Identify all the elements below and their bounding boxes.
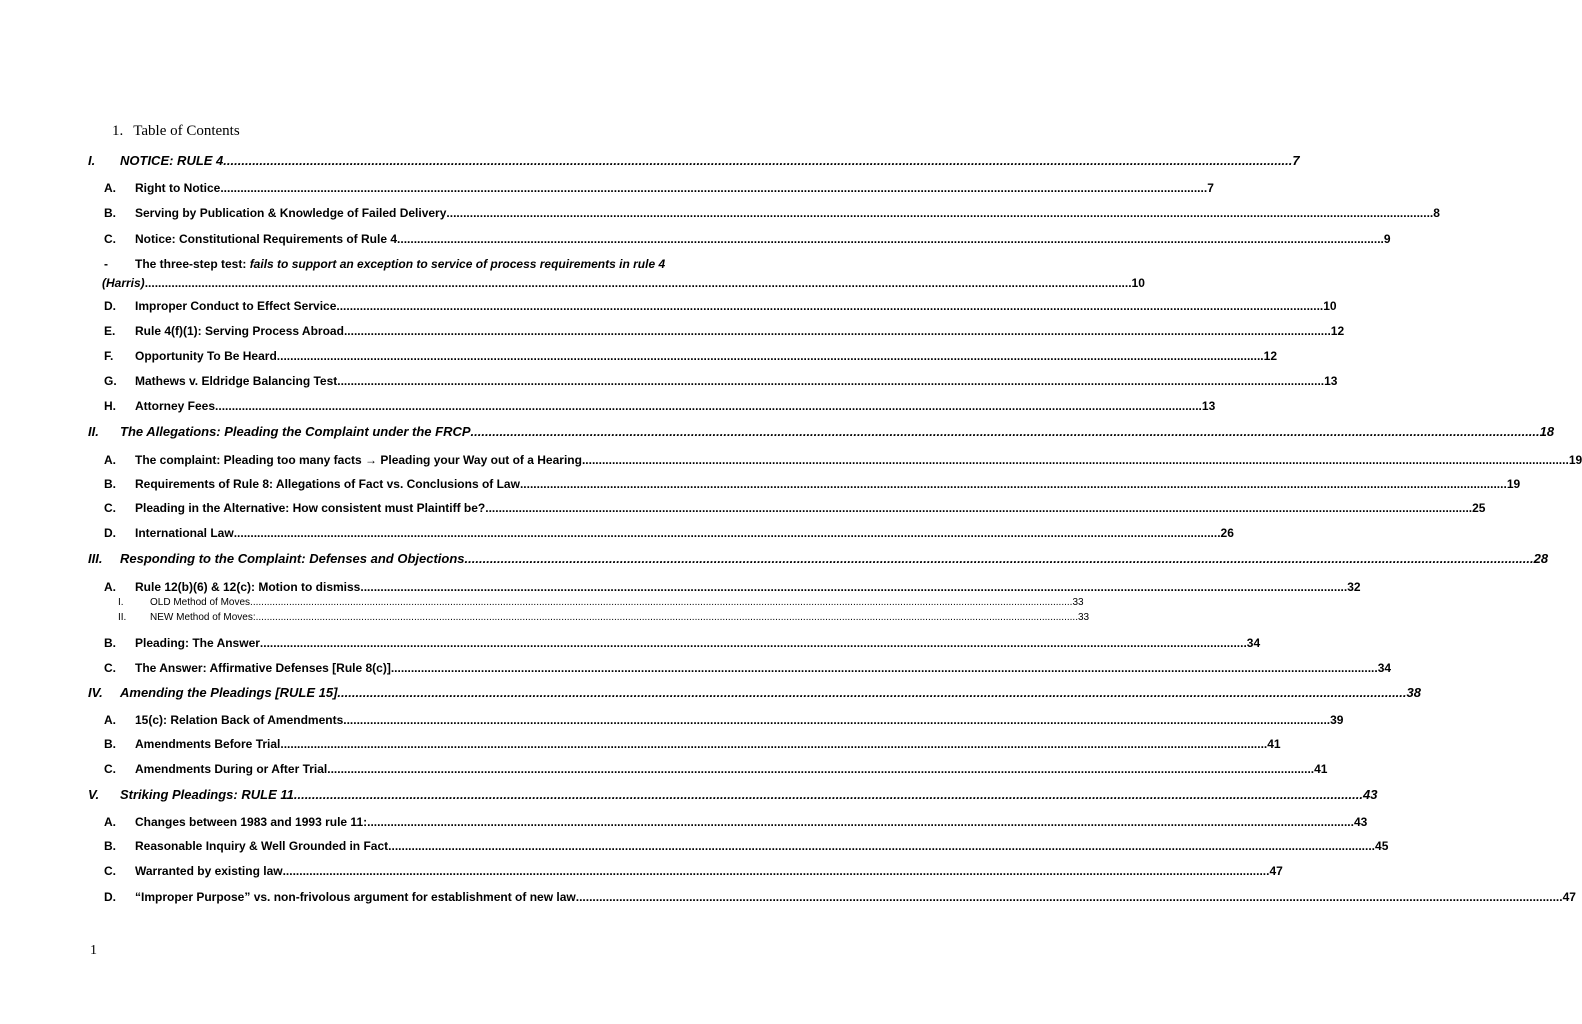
toc-entry-marker: V.	[88, 787, 100, 802]
toc-entry-level-2[interactable]	[104, 297, 1337, 315]
toc-entry-leader	[391, 659, 1378, 677]
toc-entry-level-2[interactable]	[104, 347, 1277, 365]
toc-entry-page: 13	[1324, 374, 1338, 388]
toc-entry-leader	[280, 735, 1267, 753]
toc-entry-level-2[interactable]	[104, 524, 1234, 542]
toc-entry-page: 12	[1330, 324, 1345, 338]
toc-entry-emphasis: fails to support an exception to service of process requirements in rule 4	[249, 257, 666, 271]
toc-entry-marker: H.	[104, 399, 116, 413]
toc-entry-leader	[336, 297, 1323, 315]
toc-entry-title: Improper Conduct to Effect Service	[135, 299, 337, 313]
toc-entry-level-2[interactable]	[104, 837, 1389, 855]
toc-entry-title: Amending the Pleadings [RULE 15]	[120, 685, 338, 700]
toc-entry-page: 25	[1472, 501, 1486, 515]
toc-entry-page: 39	[1330, 713, 1344, 727]
toc-entry-leader	[520, 475, 1507, 493]
toc-entry-level-2[interactable]	[104, 735, 1281, 753]
toc-entry-level-2[interactable]	[104, 451, 1582, 469]
toc-entry-page: 10	[1323, 299, 1337, 313]
toc-entry-marker: III.	[88, 551, 103, 566]
toc-entry-page: 41	[1267, 737, 1281, 751]
toc-entry-level-2[interactable]	[104, 179, 1214, 197]
toc-entry-leader	[260, 634, 1247, 652]
toc-entry-marker: IV.	[88, 685, 103, 700]
toc-entry-marker: B.	[104, 737, 116, 751]
toc-entry-title: Mathews v. Eldridge Balancing Test	[135, 374, 338, 388]
toc-entry-marker: I.	[118, 597, 124, 608]
toc-entry-leader	[367, 813, 1354, 831]
toc-entry-leader	[343, 711, 1330, 729]
toc-entry-marker: D.	[104, 526, 116, 540]
toc-entry-title: Opportunity To Be Heard	[135, 349, 277, 363]
toc-entry-page: 26	[1220, 526, 1234, 540]
toc-entry-page: 34	[1377, 661, 1392, 675]
toc-entry-leader	[344, 322, 1331, 340]
toc-entry-marker: C.	[104, 232, 116, 246]
toc-entry-leader	[397, 230, 1384, 248]
toc-heading-text: Table of Contents	[133, 123, 240, 139]
toc-entry-leader	[485, 499, 1472, 517]
toc-entry-marker: E.	[104, 324, 116, 338]
toc-entry-leader	[220, 179, 1207, 197]
toc-entry-leader	[465, 550, 1534, 568]
toc-entry-leader	[582, 451, 1569, 469]
toc-entry-title: Amendments During or After Trial	[135, 762, 328, 776]
toc-entry-marker: G.	[104, 374, 117, 388]
toc-entry-page: 33	[1077, 612, 1090, 623]
toc-entry-marker: A.	[104, 453, 116, 467]
toc-entry-level-2[interactable]	[104, 372, 1338, 390]
toc-entry-marker: A.	[104, 713, 116, 727]
toc-entry[interactable]	[102, 255, 1145, 293]
toc-entry-level-1[interactable]	[88, 152, 1300, 170]
toc-entry-leader	[576, 888, 1563, 906]
toc-entry-page: 32	[1347, 580, 1361, 594]
toc-entry-level-2[interactable]	[104, 204, 1440, 222]
toc-entry-level-1[interactable]	[88, 423, 1555, 441]
toc-entry-page: 41	[1314, 762, 1328, 776]
toc-entry-level-3[interactable]	[118, 596, 1084, 610]
toc-entry-level-2[interactable]	[104, 813, 1368, 831]
toc-entry-title: Responding to the Complaint: Defenses and Objections	[120, 551, 465, 566]
toc-entry-level-3[interactable]	[118, 611, 1090, 625]
toc-entry-page: 34	[1246, 636, 1261, 650]
toc-entry-leader	[360, 578, 1347, 596]
toc-entry-title: Notice: Constitutional Requirements of Rule 4	[135, 232, 398, 246]
toc-entry-level-2[interactable]	[104, 659, 1392, 677]
toc-entry-marker: II.	[118, 612, 127, 623]
toc-entry-marker: A.	[104, 815, 116, 829]
toc-entry-page: 7	[1292, 153, 1300, 168]
toc-entry-level-2[interactable]	[104, 475, 1521, 493]
toc-entry-title: Attorney Fees	[135, 399, 216, 413]
toc-entry-page: 19	[1506, 477, 1521, 491]
toc-entry-marker: C.	[104, 762, 116, 776]
toc-entry-marker: F.	[104, 349, 114, 363]
toc-entry-page: 33	[1072, 597, 1084, 608]
toc-entry-level-1[interactable]	[88, 550, 1549, 568]
toc-entry-leader	[283, 862, 1270, 880]
toc-entry-level-2[interactable]	[104, 230, 1391, 248]
toc-entry-level-1[interactable]	[88, 684, 1421, 702]
toc-entry-title: The three-step test:	[135, 257, 250, 271]
toc-entry-title: Pleading: The Answer	[135, 636, 260, 650]
toc-entry-title: Right to Notice	[135, 181, 221, 195]
toc-entry-page: 38	[1406, 685, 1421, 700]
toc-entry-title: Amendments Before Trial	[135, 737, 281, 751]
toc-entry-title: “Improper Purpose” vs. non-frivolous argument for establishment of new law	[135, 890, 576, 904]
toc-entry-title: The Allegations: Pleading the Complaint under the FRCP	[120, 424, 471, 439]
toc-entry-leader	[294, 786, 1363, 804]
toc-entry-marker: D.	[104, 890, 116, 904]
toc-entry-marker: C.	[104, 501, 116, 515]
toc-entry-leader	[256, 611, 1078, 625]
toc-entry-marker: C.	[104, 864, 116, 878]
toc-entry-marker: D.	[104, 299, 116, 313]
toc-entry-page: 43	[1362, 787, 1378, 802]
toc-entry-marker: B.	[104, 206, 116, 220]
toc-entry-page: 9	[1383, 232, 1391, 246]
toc-entry-leader	[234, 524, 1221, 542]
toc-entry-marker: -	[104, 257, 108, 271]
toc-entry-title: Striking Pleadings: RULE 11	[120, 787, 294, 802]
toc-entry-marker: A.	[104, 580, 116, 594]
toc-entry-title: The complaint: Pleading too many facts → Pleading your Way out of a Hearing	[135, 453, 582, 467]
toc-entry-title: Reasonable Inquiry & Well Grounded in Fact	[135, 839, 389, 853]
toc-entry-title: Warranted by existing law	[135, 864, 283, 878]
toc-entry-level-2[interactable]	[104, 711, 1344, 729]
toc-entry-level-2[interactable]	[104, 760, 1328, 778]
toc-entry-title: NEW Method of Moves:	[150, 612, 256, 623]
toc-entry-leader	[337, 684, 1406, 702]
toc-entry-page: 10	[1131, 276, 1145, 290]
toc-entry-level-2[interactable]	[104, 397, 1216, 415]
toc-entry-page: 8	[1433, 206, 1440, 220]
toc-entry-marker: B.	[104, 477, 116, 491]
toc-entry-leader	[145, 274, 1132, 293]
toc-entry-level-2[interactable]	[104, 578, 1361, 596]
toc-entry-page: 43	[1353, 815, 1368, 829]
toc-entry-leader	[337, 372, 1324, 390]
toc-heading-number: 1.	[112, 123, 124, 139]
toc-entry-leader	[446, 204, 1433, 222]
toc-entry-title: Requirements of Rule 8: Allegations of Fact vs. Conclusions of Law	[135, 477, 520, 491]
toc-heading	[112, 123, 240, 140]
page-number: 1	[90, 943, 97, 958]
toc-entry-level-2[interactable]	[104, 634, 1261, 652]
toc-entry-leader	[215, 397, 1202, 415]
toc-entry-leader	[327, 760, 1314, 778]
toc-entry-page: 47	[1562, 890, 1576, 904]
toc-entry-page: 19	[1568, 453, 1582, 467]
toc-entry-page: 47	[1269, 864, 1283, 878]
toc-entry-title: The Answer: Affirmative Defenses [Rule 8(c)]	[135, 661, 391, 675]
toc-entry-level-2[interactable]	[104, 862, 1283, 880]
toc-entry-page: 12	[1263, 349, 1277, 363]
toc-entry-leader	[223, 152, 1292, 170]
toc-entry-marker: II.	[88, 424, 99, 439]
toc-entry-title: Rule 4(f)(1): Serving Process Abroad	[135, 324, 344, 338]
toc-entry-leader	[388, 837, 1375, 855]
toc-entry-marker: I.	[88, 153, 96, 168]
toc-entry-marker: C.	[104, 661, 116, 675]
toc-entry-marker: A.	[104, 181, 116, 195]
toc-entry-title: 15(c): Relation Back of Amendments	[135, 713, 344, 727]
toc-entry-title: Serving by Publication & Knowledge of Failed Delivery	[135, 206, 447, 220]
toc-entry-marker: B.	[104, 839, 116, 853]
toc-entry-title-continued: (Harris)	[102, 276, 145, 290]
toc-entry-page: 28	[1533, 551, 1549, 566]
toc-entry-level-2[interactable]	[104, 322, 1345, 340]
toc-entry-title: Changes between 1983 and 1993 rule 11:	[135, 815, 368, 829]
toc-entry-title: Pleading in the Alternative: How consistent must Plaintiff be?	[135, 501, 486, 515]
toc-entry-title: International Law	[135, 526, 234, 540]
toc-entry-leader	[471, 423, 1540, 441]
toc-entry-title: Rule 12(b)(6) & 12(c): Motion to dismiss	[135, 580, 361, 594]
toc-entry-marker: B.	[104, 636, 116, 650]
toc-entry-title: OLD Method of Moves	[150, 597, 251, 608]
toc-entry-leader	[277, 347, 1264, 365]
toc-entry-title: NOTICE: RULE 4	[120, 153, 224, 168]
toc-entry-level-2[interactable]	[104, 888, 1576, 906]
toc-entry-page: 13	[1201, 399, 1216, 413]
toc-entry-level-1[interactable]	[88, 786, 1378, 804]
toc-entry-level-2[interactable]	[104, 499, 1486, 517]
toc-entry-leader	[250, 596, 1072, 610]
toc-entry-page: 7	[1207, 181, 1214, 195]
toc-entry-page: 18	[1539, 424, 1555, 439]
toc-entry-page: 45	[1375, 839, 1389, 853]
